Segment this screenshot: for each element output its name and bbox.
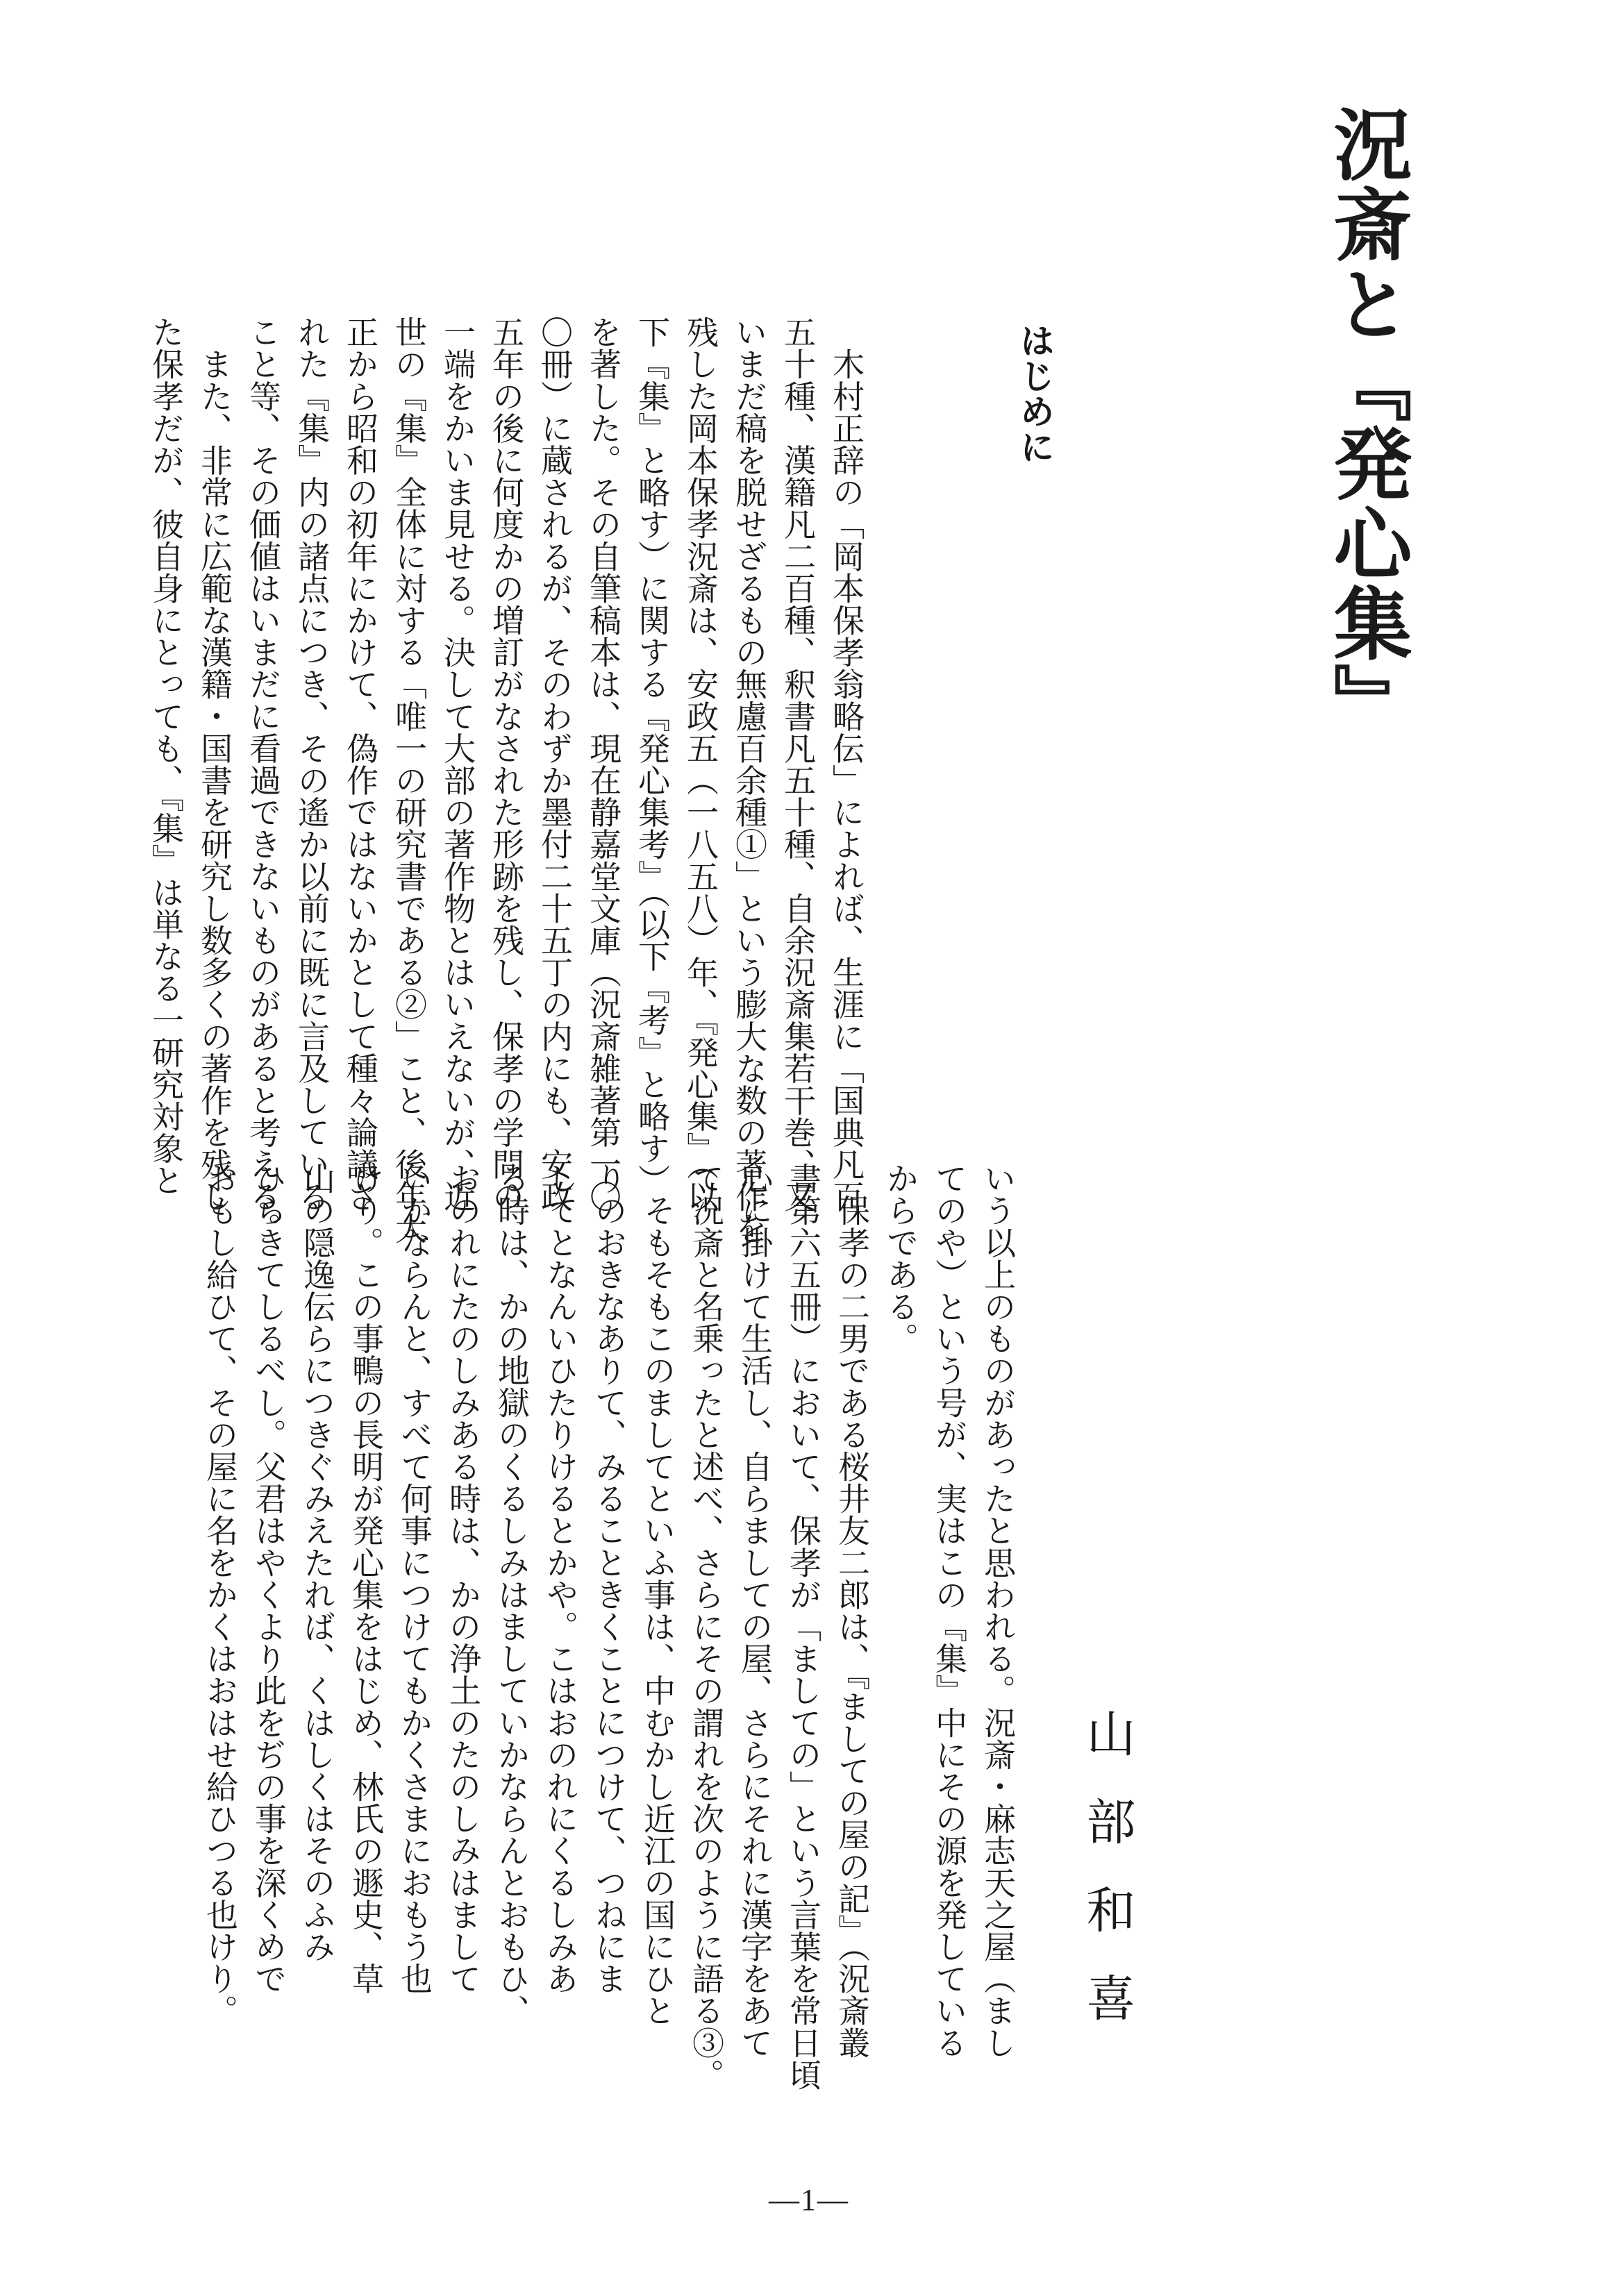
quotation-column: おのれにたのしみある時は、かの浄土のたのしみはまして <box>444 1162 482 1995</box>
text-column: また、非常に広範な漢籍・国書を研究し数多くの著作を残し <box>196 316 233 1212</box>
text-column: 木村正辞の「岡本保孝翁略伝」によれば、生涯に「国典凡百 <box>828 316 865 1212</box>
page-number: —1— <box>769 2183 849 2217</box>
text-column: て況斎と名乗ったと述べ、さらにその謂れを次のように語る③。 <box>687 1162 725 2090</box>
quotation-column: る時は、かの地獄のくるしみはましていかならんとおもひ、 <box>493 1162 531 2027</box>
text-column: 世の『集』全体に対する「唯一の研究書である②」こと、後年大 <box>390 316 428 1244</box>
quotation-column: してとなんいひたりけるとかや。こはおのれにくるしみあ <box>542 1162 579 1995</box>
author-name: 山部和喜 <box>1078 1708 1136 2061</box>
text-column: 心に掛けて生活し、自らましての屋、さらにそれに漢字をあて <box>736 1162 774 2059</box>
text-column: いう以上のものがあったと思われる。況斎・麻志天之屋（まし <box>979 1162 1017 2059</box>
text-column: 五十種、漢籍凡二百種、釈書凡五十種、自余況斎集若干巻、又 <box>779 316 817 1212</box>
text-column: 一端をかいま見せる。決して大部の著作物とはいえないが、近 <box>439 316 476 1212</box>
quotation-column: おもし給ひて、その屋に名をかくはおはせ給ひつる也けり。 <box>201 1162 239 2027</box>
quotation-column: 山の隠逸伝らにつきぐみえたれば、くはしくはそのふみ <box>299 1162 336 1963</box>
quotation-column: けり。この事鴨の長明が発心集をはじめ、林氏の遯史、草 <box>347 1162 385 1995</box>
text-column: こと等、その価値はいまだに看過できないものがあると考える。 <box>244 316 282 1244</box>
text-column: れた『集』内の諸点につき、その遙か以前に既に言及している <box>293 316 331 1212</box>
text-column: 正から昭和の初年にかけて、偽作ではないかとして種々論議さ <box>342 316 379 1212</box>
text-column: 〇冊）に蔵されるが、そのわずか墨付二十五丁の内にも、安政 <box>536 316 574 1212</box>
text-column: 五年の後に何度かの増訂がなされた形跡を残し、保孝の学問の <box>487 316 525 1212</box>
text-column: いまだ稿を脱せざるもの無慮百余種①」という膨大な数の著作を <box>731 316 768 1244</box>
quotation-column: いかならんと、すべて何事につけてもかくさまにおもう也 <box>396 1162 433 1995</box>
text-column: 残した岡本保孝況斎は、安政五（一八五八）年、『発心集』（以 <box>682 316 719 1212</box>
quotation-column: そもそもこのましてといふ事は、中むかし近江の国にひと <box>639 1162 676 2027</box>
upper-body-text <box>142 316 871 1244</box>
text-column: 書第六五冊）において、保孝が「ましての」という言葉を常日頃 <box>785 1162 822 2090</box>
lower-body-text <box>196 1162 1022 2141</box>
quotation-column: ひらきてしるべし。父君はやくより此をぢの事を深くめで <box>250 1162 287 1995</box>
text-column: てのや）という号が、実はこの『集』中にその源を発している <box>931 1162 968 2059</box>
text-column: からである。 <box>882 1162 919 1355</box>
text-column: 下『集』と略す）に関する『発心集考』（以下『考』と略す） <box>633 316 671 1196</box>
text-column: た保孝だが、彼自身にとっても、『集』は単なる一研究対象と <box>147 316 185 1196</box>
text-column: 保孝の二男である桜井友二郎は、『ましての屋の記』（況斎叢 <box>833 1162 871 2059</box>
article-title: 況斎と『発心集』 <box>1321 104 1413 743</box>
text-column: を著した。その自筆稿本は、現在静嘉堂文庫（況斎雑著第一〇 <box>585 316 622 1212</box>
section-heading-introduction: はじめに <box>1015 323 1056 464</box>
quotation-column: りのおきなありて、みることきくことにつけて、つねにま <box>590 1162 628 1995</box>
